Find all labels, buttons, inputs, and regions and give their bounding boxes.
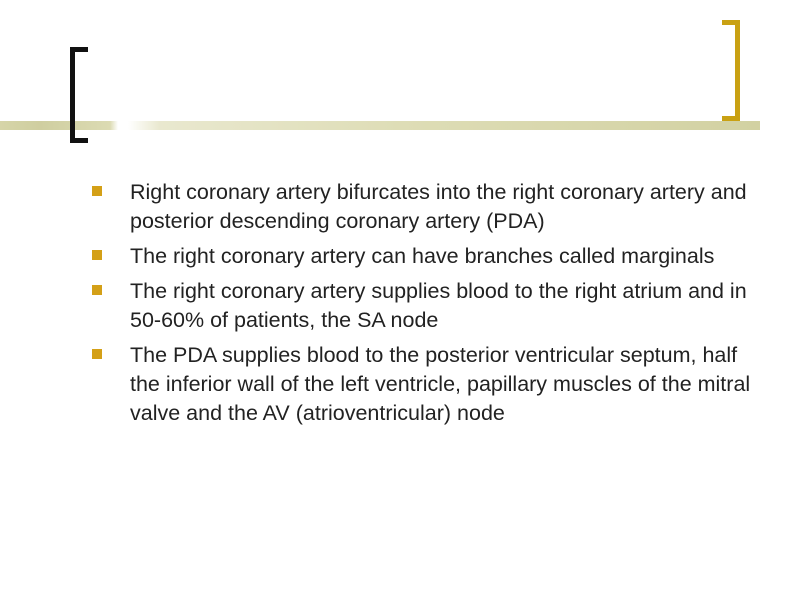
bullet-item	[92, 178, 752, 236]
bullet-text: The right coronary artery can have branches called marginals	[130, 244, 715, 268]
bullet-text: Right coronary artery bifurcates into the right coronary artery and posterior descending coronary artery (PDA)	[130, 180, 747, 233]
bullet-item	[92, 341, 752, 428]
square-bullet-icon	[92, 285, 102, 295]
square-bullet-icon	[92, 250, 102, 260]
right-bracket-decoration	[722, 20, 740, 121]
bullet-item	[92, 277, 752, 335]
bullet-list	[92, 178, 752, 434]
square-bullet-icon	[92, 349, 102, 359]
square-bullet-icon	[92, 186, 102, 196]
title-divider	[0, 121, 760, 130]
bullet-item	[92, 242, 752, 271]
bullet-text: The PDA supplies blood to the posterior ventricular septum, half the inferior wall of the left ventricle, papillary muscles of the mitral valve and the AV (atrioventricular) node	[130, 343, 751, 425]
left-bracket-decoration	[70, 47, 88, 143]
bullet-text: The right coronary artery supplies blood to the right atrium and in 50-60% of patients, the SA node	[130, 279, 747, 332]
